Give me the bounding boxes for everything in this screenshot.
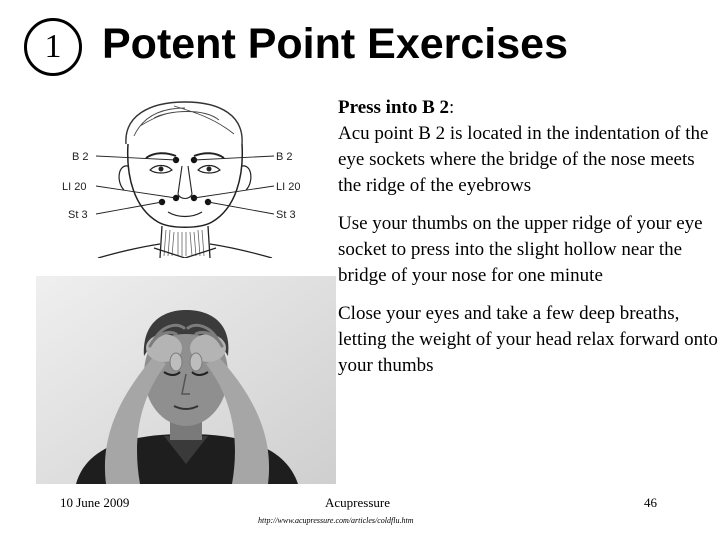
left-ear (119, 166, 128, 190)
instruction-para-2: Use your thumbs on the upper ridge of your eye socket to press into the slight hollow near the bridge of your nose for one minute (338, 213, 703, 286)
label-st3-left: St 3 (68, 209, 88, 221)
instruction-para-3: Close your eyes and take a few deep breaths, letting the weight of your head relax forward onto your thumbs (338, 303, 718, 376)
footer-date: 10 June 2009 (60, 495, 130, 510)
right-eyebrow (194, 153, 224, 158)
face-outline (128, 144, 243, 227)
instruction-text (338, 95, 718, 391)
neck (160, 226, 210, 258)
instruction-heading: Press into B 2 (338, 97, 450, 118)
right-ear (242, 166, 251, 190)
mouth (168, 212, 202, 217)
label-li20-right: LI 20 (276, 181, 301, 193)
hair-strands (134, 106, 234, 136)
slide-number-badge (24, 18, 82, 76)
collar (154, 248, 216, 258)
shoulders (98, 244, 272, 258)
label-li20-left: LI 20 (62, 181, 87, 193)
left-eyebrow (146, 153, 176, 158)
man-pressing-points-photo (36, 276, 336, 484)
nose (178, 166, 192, 199)
label-b2-right: B 2 (276, 151, 293, 163)
label-st3-right: St 3 (276, 209, 296, 221)
leader-lines (96, 156, 274, 214)
footer-source-url: http://www.acupressure.com/articles/coldflu.htm (258, 516, 414, 525)
slide-number: 1 (44, 28, 62, 65)
slide-title: Potent Point Exercises (102, 20, 568, 68)
acupoint-face-diagram (54, 96, 316, 258)
right-thumb (190, 353, 202, 371)
footer-page-number: 46 (644, 495, 657, 510)
instruction-heading-suffix: : (449, 97, 455, 118)
instruction-para-1: Acu point B 2 is located in the indentation of the eye sockets where the bridge of the nose meets the ridge of the eyebrows (338, 123, 709, 196)
label-b2-left: B 2 (72, 151, 89, 163)
instruction-heading-para (338, 95, 718, 199)
footer-title: Acupressure (325, 495, 390, 510)
neck-shading (164, 230, 204, 256)
left-thumb (170, 353, 182, 371)
